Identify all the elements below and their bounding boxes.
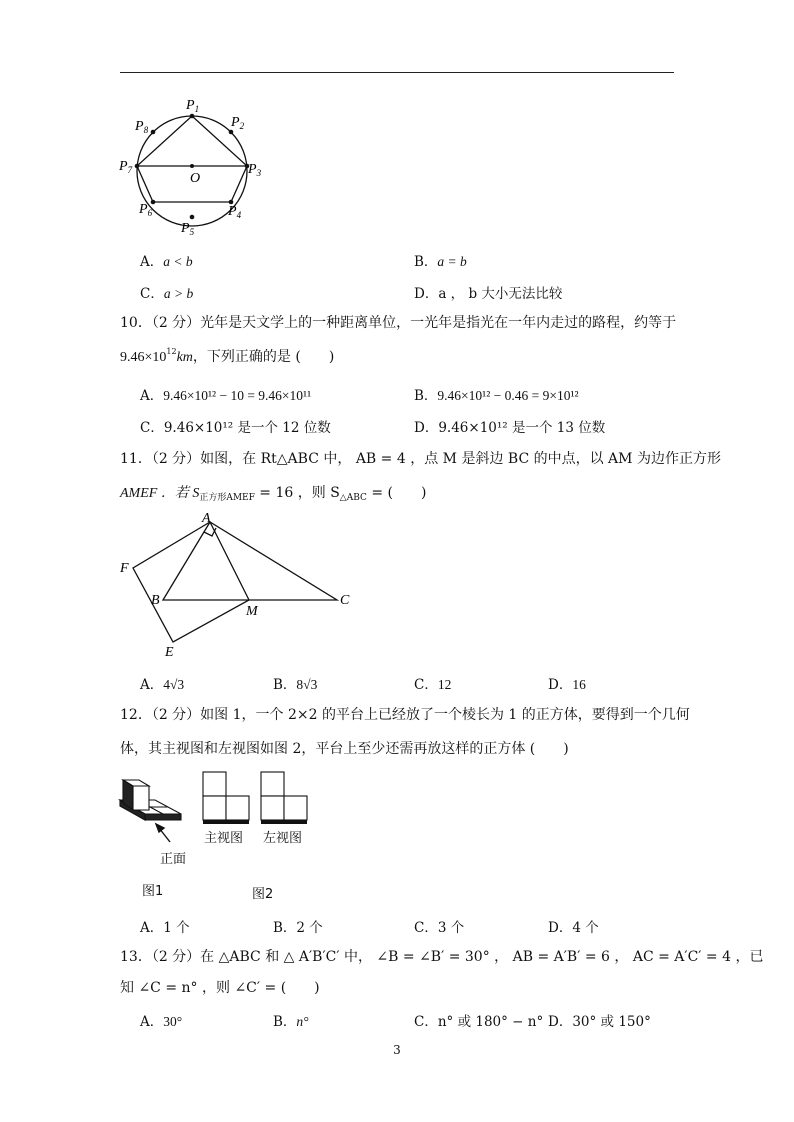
header-rule bbox=[120, 72, 674, 73]
q11-label-b: B bbox=[151, 593, 160, 608]
q9-label-p3: $P_3$ bbox=[248, 162, 262, 178]
q10-option-a[interactable] bbox=[140, 384, 311, 404]
q9-label-p6: $P_6$ bbox=[139, 202, 153, 218]
option-text: 3 个 bbox=[437, 920, 465, 936]
option-letter: D． bbox=[414, 286, 439, 302]
option-letter: C． bbox=[414, 920, 438, 936]
option-letter: D． bbox=[548, 920, 573, 936]
q12-option-c[interactable] bbox=[414, 916, 464, 936]
q11-option-c[interactable] bbox=[414, 673, 451, 693]
q11-square-amef bbox=[133, 522, 249, 642]
q12-left-view bbox=[259, 770, 311, 826]
option-text: 9.46×10¹² − 10 = 9.46×10¹¹ bbox=[163, 388, 312, 403]
option-text: n° bbox=[296, 1014, 309, 1029]
option-letter: D． bbox=[414, 420, 439, 436]
q9-option-a[interactable] bbox=[140, 250, 193, 270]
page-number: 3 bbox=[393, 1043, 401, 1057]
q9-point-p5 bbox=[190, 215, 195, 220]
q9-point-p8 bbox=[151, 130, 156, 135]
q10-exp: 12 bbox=[166, 347, 177, 356]
option-text: 2 个 bbox=[296, 920, 323, 936]
option-letter: B． bbox=[273, 920, 297, 936]
q9-label-p4: $P_4$ bbox=[228, 204, 242, 220]
option-text: 4 个 bbox=[572, 920, 599, 936]
q9-option-c[interactable] bbox=[140, 282, 193, 302]
q13-option-a[interactable] bbox=[140, 1010, 182, 1030]
q9-option-d[interactable] bbox=[414, 282, 562, 302]
q11-triangle-abc bbox=[163, 522, 337, 600]
option-letter: C． bbox=[414, 1014, 438, 1030]
q13-stem-line1: 13．（2 分）在 △ABC 和 △ A′B′C′ 中， ∠B = ∠B′ = 30° ， AB = A′B′ = 6 ， AC = A′C′ = 4 ，已 bbox=[120, 949, 764, 965]
q11-stem-line2 bbox=[120, 482, 426, 503]
q11-part-b: = 16 ，则 S bbox=[254, 485, 340, 501]
q11-option-a[interactable] bbox=[140, 673, 184, 693]
option-letter: A． bbox=[140, 388, 164, 404]
q9-label-p5: $P_5$ bbox=[181, 221, 195, 237]
q12-stem-line2: 体，其主视图和左视图如图 2，平台上至少还需再放这样的正方体 ( ) bbox=[120, 741, 569, 757]
q12-option-d[interactable] bbox=[548, 916, 599, 936]
q10-option-b[interactable] bbox=[414, 384, 579, 404]
option-text: 16 bbox=[572, 677, 586, 692]
option-text: 30° bbox=[163, 1014, 183, 1029]
option-letter: D． bbox=[548, 677, 573, 693]
q13-stem-line2: 知 ∠C = n° ，则 ∠C′ = ( ) bbox=[120, 980, 320, 996]
q12-main-view-label: 主视图 bbox=[204, 831, 244, 846]
q9-label-o: O bbox=[190, 171, 201, 186]
q12-stem-line1: 12．（2 分）如图 1，一个 2×2 的平台上已经放了一个棱长为 1 的正方体，要得到一个几何 bbox=[120, 707, 690, 723]
option-text: 9.46×10¹² 是一个 12 位数 bbox=[163, 420, 331, 436]
q11-option-b[interactable] bbox=[273, 673, 317, 693]
q10-unit: km bbox=[176, 350, 193, 365]
q9-option-b[interactable] bbox=[414, 250, 467, 270]
option-letter: B． bbox=[414, 388, 438, 404]
option-letter: C． bbox=[414, 677, 438, 693]
q10-rest: ，下列正确的是 ( ) bbox=[192, 349, 335, 365]
q11-option-d[interactable] bbox=[548, 673, 586, 693]
q10-stem-line2 bbox=[120, 346, 334, 366]
q10-option-d[interactable] bbox=[414, 416, 605, 436]
q12-option-a[interactable] bbox=[140, 916, 190, 936]
option-text: 30° 或 150° bbox=[572, 1014, 651, 1030]
q12-main-view bbox=[201, 770, 253, 826]
q11-label-m: M bbox=[246, 604, 258, 619]
option-text: a > b bbox=[163, 286, 194, 301]
q11-part-c: = ( ) bbox=[366, 485, 427, 501]
q9-label-p8: $P_8$ bbox=[135, 119, 149, 135]
q11-sub1: 正方形AMEF bbox=[199, 493, 255, 503]
option-text: 9.46×10¹² − 0.46 = 9×10¹² bbox=[437, 388, 579, 403]
option-text: 4√3 bbox=[163, 677, 185, 692]
q11-triangle-figure bbox=[115, 510, 365, 660]
q13-option-c[interactable] bbox=[414, 1010, 543, 1030]
option-letter: D． bbox=[548, 1014, 573, 1030]
q9-label-p7: $P_7$ bbox=[119, 159, 133, 175]
option-text: 12 bbox=[437, 677, 452, 692]
option-letter: A． bbox=[140, 254, 164, 270]
option-text: a = b bbox=[437, 254, 467, 269]
q11-stem-line1: 11．（2 分）如图，在 Rt△ABC 中， AB = 4 ，点 M 是斜边 BC 的中点，以 AM 为边作正方形 bbox=[120, 451, 721, 467]
option-text: 1 个 bbox=[163, 920, 190, 936]
q12-front-label: 正面 bbox=[160, 852, 187, 867]
q10-stem-line1: 10．（2 分）光年是天文学上的一种距离单位，一光年是指光在一年内走过的路程，约等于 bbox=[120, 315, 677, 331]
q9-label-p2: $P_2$ bbox=[231, 115, 245, 131]
option-letter: C． bbox=[140, 420, 164, 436]
q10-option-c[interactable] bbox=[140, 416, 331, 436]
q12-left-view-label: 左视图 bbox=[263, 831, 303, 846]
q12-fig1-platform bbox=[115, 772, 190, 847]
q11-label-a: A bbox=[202, 511, 211, 526]
option-letter: C． bbox=[140, 286, 164, 302]
option-letter: A． bbox=[140, 677, 164, 693]
q9-circle-figure bbox=[115, 95, 275, 245]
q10-base: 9.46×10 bbox=[120, 350, 167, 365]
q11-label-e: E bbox=[165, 645, 174, 660]
q9-label-p1: $P_1$ bbox=[186, 98, 200, 114]
option-letter: B． bbox=[273, 677, 297, 693]
q12-option-b[interactable] bbox=[273, 916, 323, 936]
q11-sub2: △ABC bbox=[339, 493, 367, 503]
q11-label-c: C bbox=[340, 593, 350, 608]
option-text: n° 或 180° − n° bbox=[437, 1014, 544, 1030]
option-letter: B． bbox=[414, 254, 438, 270]
option-text: 9.46×10¹² 是一个 13 位数 bbox=[438, 420, 606, 436]
option-text: 8√3 bbox=[296, 677, 318, 692]
option-letter: A． bbox=[140, 920, 164, 936]
option-letter: A． bbox=[140, 1014, 164, 1030]
q12-fig1-label: 图1 bbox=[142, 884, 164, 899]
q9-point-p2 bbox=[229, 130, 234, 135]
q12-fig2-label: 图2 bbox=[252, 887, 274, 902]
option-text: a ， b 大小无法比较 bbox=[438, 286, 563, 302]
option-text: a < b bbox=[163, 254, 193, 269]
q11-label-f: F bbox=[120, 561, 129, 576]
option-letter: B． bbox=[273, 1014, 297, 1030]
q13-option-d[interactable] bbox=[548, 1010, 651, 1030]
q11-part-a: AMEF ．若 S bbox=[120, 486, 200, 501]
q13-option-b[interactable] bbox=[273, 1010, 309, 1030]
